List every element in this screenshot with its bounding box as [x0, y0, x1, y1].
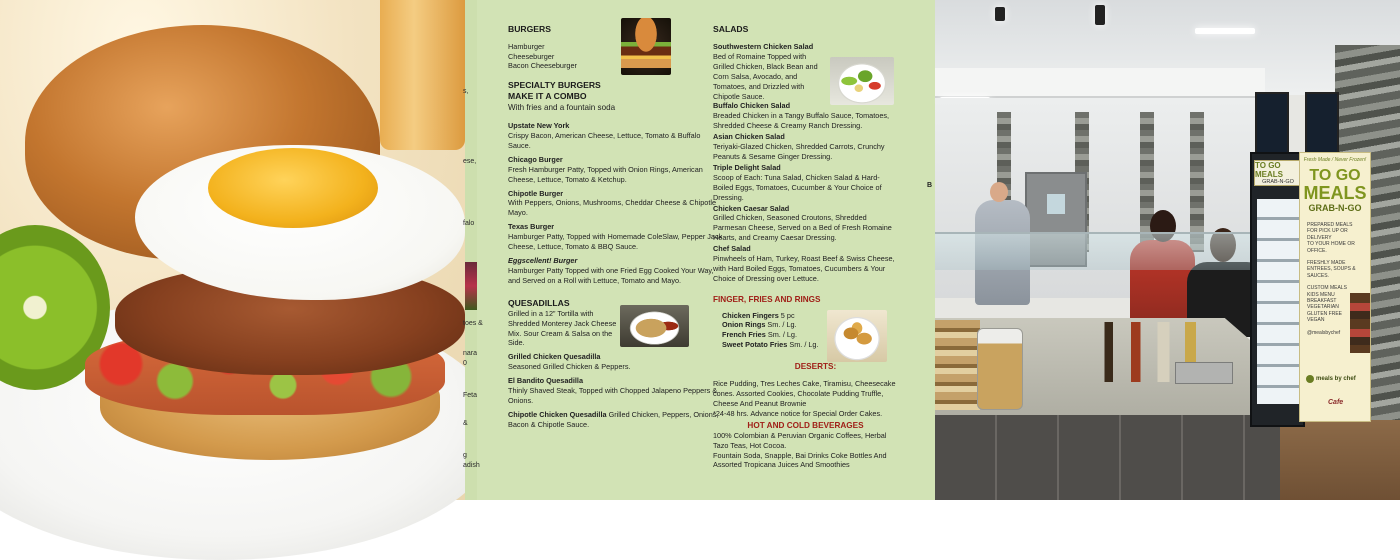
- menu-item: [508, 256, 723, 286]
- banner-line: BREAKFAST: [1307, 298, 1337, 305]
- snack-jar: [977, 328, 1023, 410]
- item-name: Chipotle Chicken Quesadilla: [508, 409, 607, 419]
- item-name: Upstate New York: [508, 121, 570, 131]
- quesadillas-intro: Grilled in a 12” Tortilla with Shredded Monterey Jack Cheese Mix. Sour Cream & Salsa on the Side.: [508, 308, 617, 348]
- menu-item: [713, 42, 825, 101]
- track-light: [995, 7, 1005, 21]
- item-name: Chef Salad: [713, 244, 751, 254]
- logo-icon: [1306, 375, 1314, 383]
- wall-tv: [1305, 92, 1339, 154]
- item-name: Texas Burger: [508, 222, 555, 232]
- banner-line: VEGETARIAN: [1307, 304, 1339, 311]
- banner-line: CUSTOM MEALS: [1307, 285, 1347, 292]
- list-item: [722, 340, 898, 350]
- menu-item: [713, 132, 898, 162]
- list-item: [722, 311, 898, 321]
- banner-handle: @mealsbychef: [1307, 329, 1341, 336]
- banner-line: PREPARED MEALS: [1307, 222, 1353, 228]
- banner-line: ENTREES, SOUPS & SAUCES.: [1307, 266, 1356, 279]
- item-name: Triple Delight Salad: [713, 162, 781, 172]
- banner-line: FOR PICK UP OR DELIVERY: [1307, 228, 1348, 241]
- beverages-heading: HOT AND COLD BEVERAGES: [747, 420, 864, 430]
- list-item: [722, 320, 898, 330]
- item-size: 5 pc: [778, 310, 795, 320]
- banner-title: MEALS: [1303, 183, 1367, 203]
- burgers-heading: BURGERS: [508, 24, 551, 34]
- item-name: Sweet Potato Fries: [722, 339, 788, 349]
- menu-item: [508, 410, 723, 430]
- edge-letter: B: [927, 182, 933, 189]
- item-description: Hamburger Patty Topped with one Fried Egg Cooked Your Way, and Served on a Roll with Lettuce, Tomato and Mayo.: [508, 265, 714, 285]
- banner-tagline: Fresh Made / Never Frozen!: [1303, 157, 1367, 163]
- fridge-sign: [1254, 160, 1302, 186]
- fried-egg-yolk: [208, 148, 378, 228]
- edge-fragment: ese,: [463, 158, 477, 165]
- item-description: Bed of Romaine Topped with Grilled Chicken, Black Bean and Corn Salsa, Avocado, and Tomatoes, and Drizzled with Chipotle Sauce.: [713, 51, 818, 101]
- fingers-fries-rings-heading: FINGER, FRIES AND RINGS: [713, 294, 821, 304]
- list-item: Hamburger: [508, 42, 545, 51]
- menu-item: [508, 222, 723, 252]
- beverages-cold: Fountain Soda, Snapple, Bai Drinks Coke Bottles And Assorted Tropicana Juices And Smoothies: [713, 450, 887, 470]
- specialty-burgers-heading: SPECIALTY BURGERS: [508, 80, 601, 91]
- banner-line: VEGAN: [1307, 317, 1325, 324]
- list-item: Cheeseburger: [508, 51, 555, 61]
- steel-tray: [1175, 362, 1233, 384]
- menu-left-column: [508, 22, 723, 434]
- sneeze-guard: [935, 232, 1265, 270]
- deserts-description: Rice Pudding, Tres Leches Cake, Tiramisu, Cheesecake cones. Assorted Cookies, Chocolate Pudding Truffle, Cheese And Peanut Brownie: [713, 379, 896, 408]
- item-name: Chicago Burger: [508, 154, 563, 164]
- item-description: Seasoned Grilled Chicken & Peppers.: [508, 362, 631, 372]
- fingers-list: [722, 311, 898, 349]
- menu-item: [508, 376, 723, 406]
- salads-heading: SALADS: [713, 24, 749, 34]
- banner-line: KIDS MENU: [1307, 291, 1335, 298]
- item-name: El Bandito Quesadilla: [508, 376, 584, 386]
- item-name: Chicken Caesar Salad: [713, 203, 790, 213]
- item-size: Sm. / Lg.: [765, 329, 798, 339]
- track-light: [1095, 5, 1105, 25]
- menu-item: [713, 204, 898, 244]
- menu-item: [508, 155, 723, 185]
- floor: [1280, 420, 1400, 500]
- item-description: Grilled Chicken, Peppers, Onions, Bacon & Chipotle Sauce.: [508, 409, 719, 429]
- menu-page: [465, 0, 935, 500]
- fridge-sign-subtitle: GRAB-N-GO: [1262, 178, 1294, 185]
- door-window: [1047, 194, 1065, 214]
- item-description: Pinwheels of Ham, Turkey, Roast Beef & Swiss Cheese, with Hard Boiled Eggs, Tomatoes, Cucumbers & Your Choice of Dressing over Lettuce.: [713, 254, 895, 283]
- menu-item: [508, 352, 723, 372]
- combo-heading: MAKE IT A COMBO: [508, 91, 587, 102]
- fridge-sign-title: TO GO MEALS: [1255, 160, 1283, 179]
- item-name: Onion Rings: [722, 320, 766, 330]
- stone-column: [1190, 112, 1204, 252]
- item-size: Sm. / Lg.: [787, 339, 819, 349]
- item-name: Grilled Chicken Quesadilla: [508, 352, 601, 362]
- logo-text: meals by chef: [1316, 376, 1356, 382]
- item-description: Crispy Bacon, American Cheese, Lettuce, Tomato & Buffalo Sauce.: [508, 131, 701, 150]
- list-item: [722, 330, 898, 340]
- burger-photo: [0, 0, 465, 500]
- item-name: French Fries: [722, 329, 766, 339]
- banner-line: GLUTEN FREE: [1307, 310, 1343, 317]
- banner-title: TO GO: [1309, 167, 1361, 184]
- beverages-hot: 100% Colombian & Peruvian Organic Coffees, Herbal Tazo Teas, Hot Cocoa.: [713, 430, 887, 450]
- edge-fragment: Feta: [463, 392, 478, 399]
- drink-glass: [380, 0, 465, 150]
- menu-item: [713, 244, 898, 284]
- meal-photos: [1350, 293, 1370, 353]
- edge-fragment: 0: [463, 360, 467, 367]
- edge-fragment: nara: [463, 350, 478, 357]
- grab-n-go-fridge: [1250, 152, 1305, 427]
- wall-tv: [1255, 92, 1289, 154]
- item-name: Asian Chicken Salad: [713, 132, 785, 142]
- counter-base: [935, 415, 1280, 500]
- edge-fragment: g: [463, 452, 467, 459]
- item-name: Southwestern Chicken Salad: [713, 42, 814, 51]
- cafe-logo: Cafe: [1328, 399, 1344, 406]
- banner-text-block: [1303, 222, 1367, 254]
- item-description: Thinly Shaved Steak, Topped with Chopped Jalapeno Peppers & Onions.: [508, 386, 718, 405]
- edge-fragment: s,: [463, 88, 469, 95]
- item-name: Eggscellent! Burger: [508, 255, 578, 265]
- cafe-photo: [927, 0, 1400, 500]
- list-item: Bacon Cheeseburger: [508, 61, 577, 71]
- menu-item: [713, 163, 898, 203]
- to-go-meals-banner: [1299, 152, 1371, 422]
- banner-line: FRESHLY MADE: [1307, 260, 1346, 267]
- banner-subtitle: GRAB-N-GO: [1308, 203, 1362, 213]
- item-name: Chicken Fingers: [722, 310, 779, 320]
- fridge-shelves: [1257, 199, 1299, 404]
- item-description: Hamburger Patty, Topped with Homemade ColeSlaw, Pepper Jack Cheese, Lettuce, Tomato & BBQ Sauce.: [508, 232, 723, 252]
- menu-item: [508, 189, 723, 219]
- item-description: Grilled Chicken, Seasoned Croutons, Shredded Parmesan Cheese, Served on a Bed of Fresh Romaine Hearts, and Creamy Caesar Dressing.: [713, 213, 892, 243]
- menu-item: [508, 121, 723, 151]
- combo-tagline: With fries and a fountain soda: [508, 103, 616, 113]
- item-description: With Peppers, Onions, Mushrooms, Cheddar Cheese & Chipotle Mayo.: [508, 198, 717, 218]
- item-description: Breaded Chicken in a Tangy Buffalo Sauce, Tomatoes, Shredded Cheese & Creamy Ranch Dressing.: [713, 111, 890, 131]
- soffit: [935, 68, 1265, 98]
- edge-thumbnail: [465, 262, 477, 310]
- item-description: Scoop of Each: Tuna Salad, Chicken Salad & Hard-Boiled Eggs, Tomatoes, Cucumber & Your Choice of Dressing.: [713, 172, 882, 202]
- edge-fragment: &: [463, 420, 468, 427]
- deserts-heading: DESERTS:: [794, 362, 837, 372]
- item-name: Chipotle Burger: [508, 188, 564, 198]
- food-trays: [935, 320, 980, 410]
- menu-item: [713, 101, 898, 131]
- item-description: Teriyaki-Glazed Chicken, Shredded Carrots, Crunchy Peanuts & Sesame Ginger Dressing.: [713, 142, 885, 161]
- burgers-list: [508, 42, 723, 71]
- banner-text-block: [1303, 260, 1367, 279]
- quesadillas-heading: QUESADILLAS: [508, 297, 570, 308]
- menu-right-column: [713, 22, 898, 470]
- edge-fragment: adish: [463, 462, 480, 469]
- edge-fragment: toes &: [463, 320, 483, 327]
- deserts-note: *24-48 hrs. Advance notice for Special Order Cakes.: [713, 408, 883, 418]
- item-description: Fresh Hamburger Patty, Topped with Onion Rings, American Cheese, Lettuce, Tomato & Ketchup.: [508, 164, 703, 184]
- item-size: Sm. / Lg.: [765, 320, 797, 330]
- ceiling-light: [1195, 28, 1255, 34]
- menu-left-edge: [463, 0, 483, 500]
- banner-line: TO YOUR HOME OR OFFICE.: [1307, 241, 1355, 254]
- meals-by-chef-logo: [1306, 375, 1356, 383]
- item-name: Buffalo Chicken Salad: [713, 101, 791, 111]
- edge-fragment: falo: [463, 220, 475, 227]
- person-man-head: [990, 182, 1008, 202]
